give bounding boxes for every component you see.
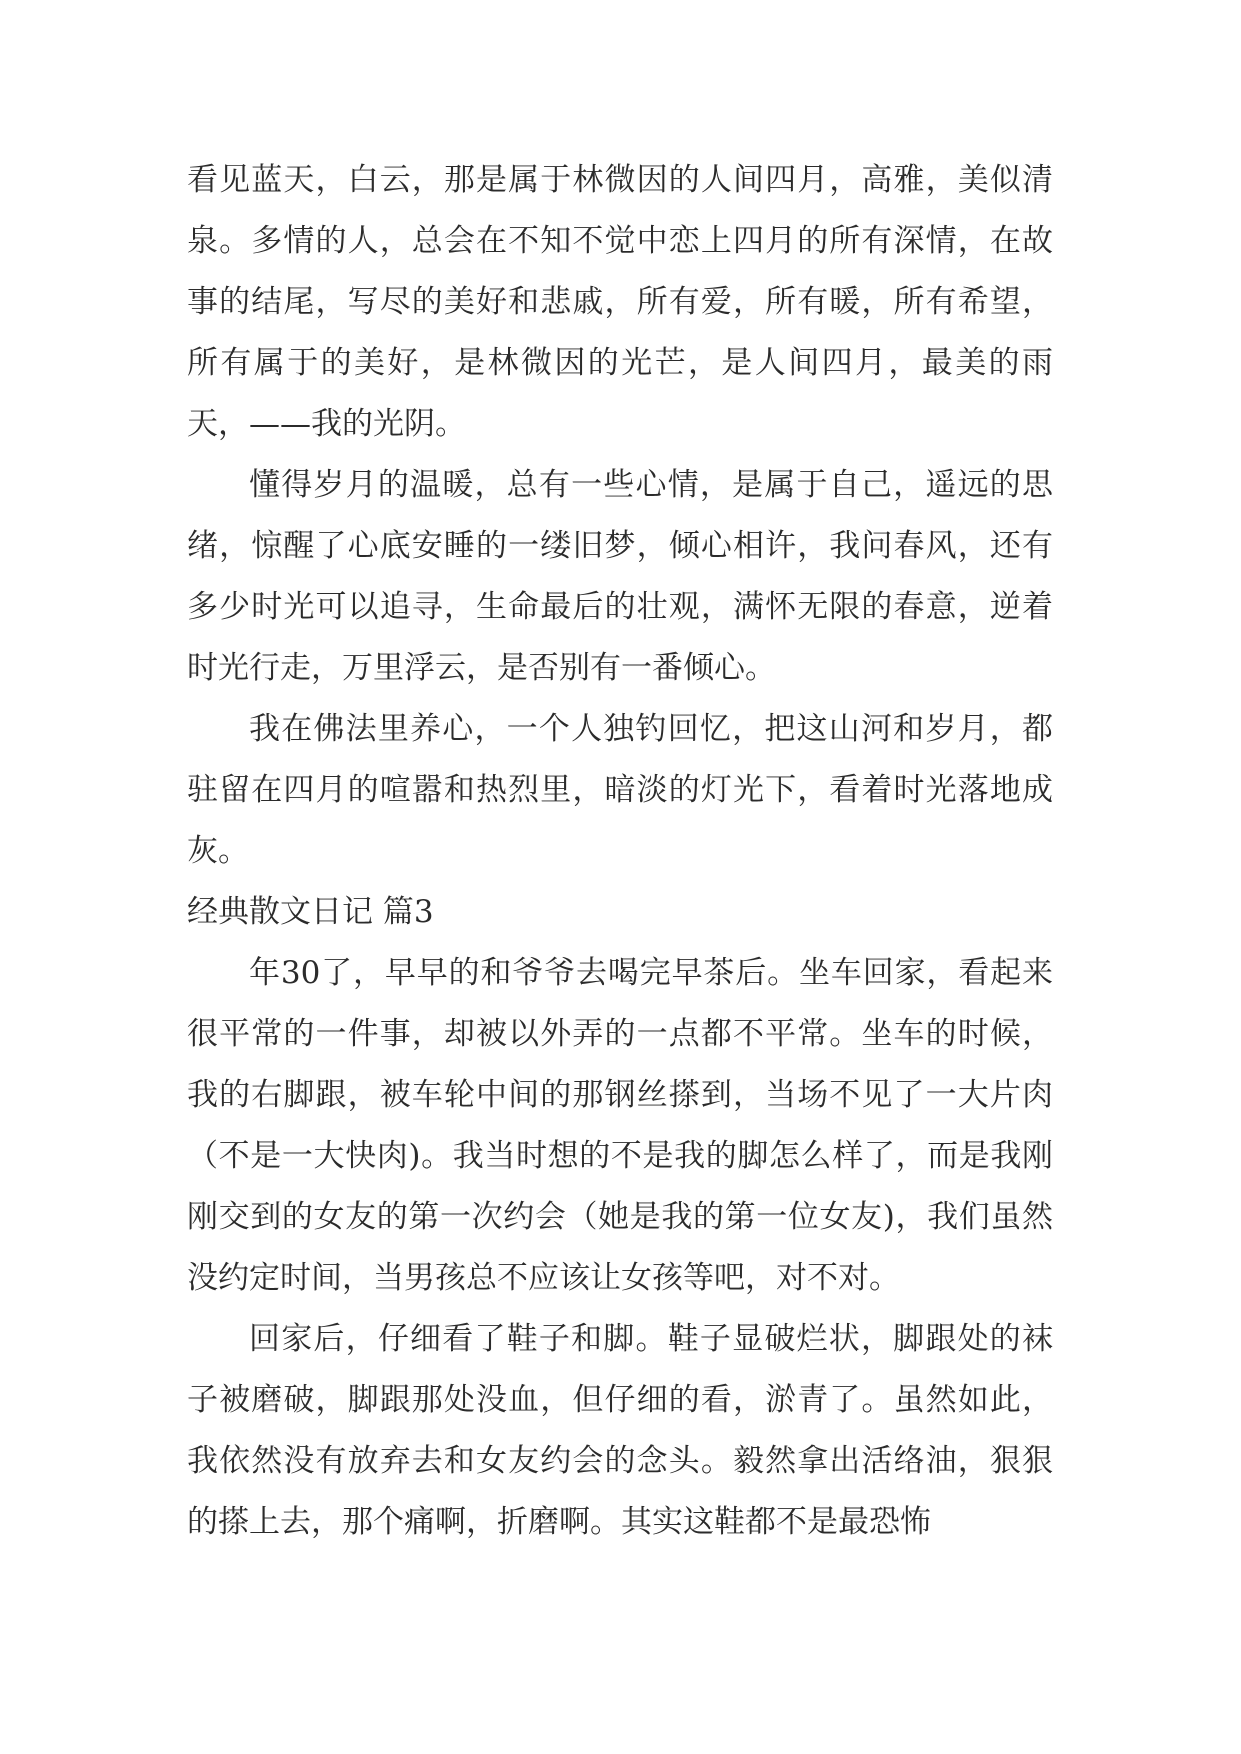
paragraph: 回家后，仔细看了鞋子和脚。鞋子显破烂状，脚跟处的袜子被磨破，脚跟那处没血，但仔细的看，淤青了。虽然如此，我依然没有放弃去和女友约会的念头。毅然拿出活络油，狠狠的搽上去，那个痛啊，折磨啊。其实这鞋都不是最恐怖 xyxy=(187,1321,1053,1540)
paragraph: 我在佛法里养心，一个人独钓回忆，把这山河和岁月，都驻留在四月的喧嚣和热烈里，暗淡的灯光下，看着时光落地成灰。 xyxy=(187,711,1053,869)
paragraph: 看见蓝天，白云，那是属于林微因的人间四月，高雅，美似清泉。多情的人，总会在不知不觉中恋上四月的所有深情，在故事的结尾，写尽的美好和悲戚，所有爱，所有暖，所有希望，所有属于的美好，是林微因的光芒，是人间四月，最美的雨天，——我的光阴。 xyxy=(187,162,1053,442)
section-heading: 经典散文日记 篇3 xyxy=(187,894,434,930)
paragraph: 年30了，早早的和爷爷去喝完早茶后。坐车回家，看起来很平常的一件事，却被以外弄的一点都不平常。坐车的时候，我的右脚跟，被车轮中间的那钢丝搽到，当场不见了一大片肉（不是一大快肉)。我当时想的不是我的脚怎么样了，而是我刚刚交到的女友的第一次约会（她是我的第一位女友)，我们虽然没约定时间，当男孩总不应该让女孩等吧，对不对。 xyxy=(187,955,1053,1296)
document-body xyxy=(187,150,1053,1553)
paragraph: 懂得岁月的温暖，总有一些心情，是属于自己，遥远的思绪，惊醒了心底安睡的一缕旧梦，倾心相许，我问春风，还有多少时光可以追寻，生命最后的壮观，满怀无限的春意，逆着时光行走，万里浮云，是否别有一番倾心。 xyxy=(187,467,1053,686)
